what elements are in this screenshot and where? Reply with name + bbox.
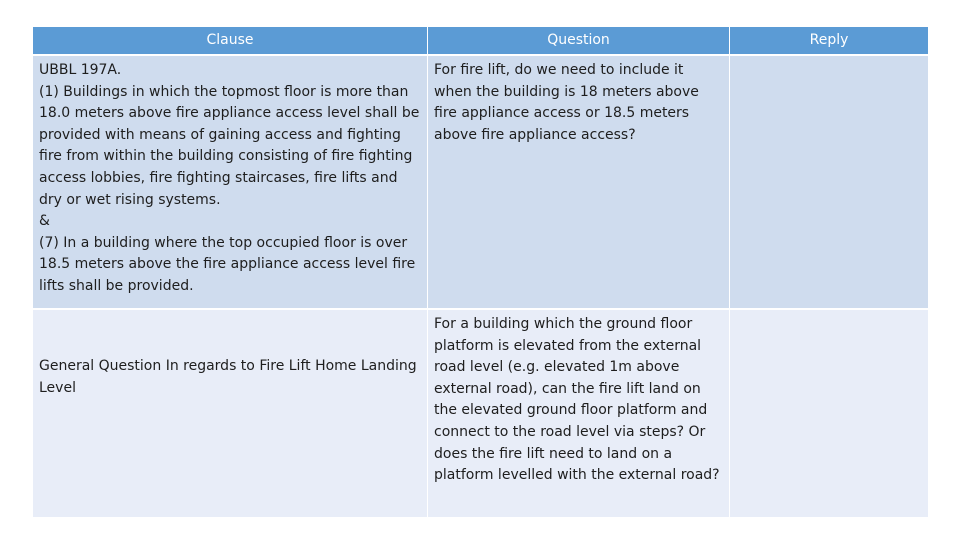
clause-question-table [33,27,928,517]
row-2-reply [730,310,928,517]
row-2-question: For a building which the ground floor platform is elevated from the external road level (e.g. elevated 1m above external road), can the fire lift land on the elevated ground floor platform and connect to the road level via steps? Or does the fire lift need to land on a platform levelled with the external road? [428,310,729,517]
header-reply: Reply [730,27,928,54]
row-2-clause: General Question In regards to Fire Lift Home Landing Level [39,357,417,396]
header-clause: Clause [33,27,427,54]
row-2-clause-cell [33,310,427,517]
row-1-clause: UBBL 197A. (1) Buildings in which the topmost floor is more than 18.0 meters above fire appliance access level shall be provided with means of gaining access and fighting fire from within the building consisting of fire fighting access lobbies, fire fighting staircases, fire lifts and dry or wet rising systems. & (7) In a building where the top occupied floor is over 18.5 meters above the fire appliance access level fire lifts shall be provided. [33,56,427,308]
row-1-question: For fire lift, do we need to include it when the building is 18 meters above fire appliance access or 18.5 meters above fire appliance access? [428,56,729,308]
header-question: Question [428,27,729,54]
row-1-reply [730,56,928,308]
